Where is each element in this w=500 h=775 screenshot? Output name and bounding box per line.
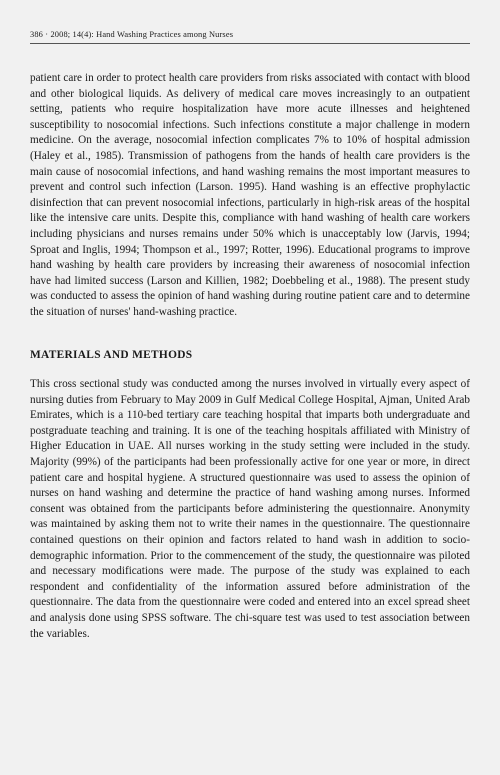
section-heading: MATERIALS AND METHODS (30, 349, 193, 361)
methods-paragraph: This cross sectional study was conducted among the nurses involved in virtually every aspect of nursing duties from February to May 2009 in Gulf Medical College Hospital, Ajman, United Arab Emirates, which is a 110-bed tertiary care teaching hospital that imparts both undergraduate and postgraduate teaching and training. It is one of the teaching hospitals affiliated with Ministry of Higher Education in UAE. All nurses working in the study setting were included in the study. Majority (99%) of the participants had been professionally active for one year or more, in direct patient care and hospital hygiene. A structured questionnaire was used to assess the opinion of nurses on hand washing and determine the practice of hand washing among nurses. Informed consent was obtained from the participants before administering the questionnaire. Anonymity was maintained by asking them not to write their names in the questionnaire. The questionnaire contained questions on their opinion and factors related to hand wash in addition to socio-demographic information. Prior to the commencement of the study, the questionnaire was piloted and necessary modifications were made. The purpose of the study was explained to each respondent and confidentiality of the information assured before administration of the questionnaire. The data from the questionnaire were coded and entered into an excel spread sheet and analysis done using SPSS software. The chi-square test was used to test association between the variables. (30, 378, 470, 640)
text-segment: et al., 1985). Transmission of pathogens from the hands of health care providers is the main cause of nosocomial infections, and hand washing remains the most important measures to prevent and control such infection ( (30, 149, 470, 194)
running-head: 386 · 2008; 14(4): Hand Washing Practices among Nurses (30, 30, 470, 44)
citation: Larson. 1995 (199, 181, 261, 194)
text-segment: et al., 1988). The present study was conducted to assess the opinion of hand washing during routine patient care and to determine the situation of nurses' hand-washing practice. (30, 274, 470, 318)
citation: Jarvis, 1994; Sproat and Inglis, 1994; Thompson et al., 1997; Rotter, 1996 (30, 227, 470, 256)
introduction-paragraph (30, 71, 470, 321)
text-segment: ). Educational programs to improve hand washing by health care providers by increasing their awareness of nosocomial infection have had limited success ( (30, 243, 470, 287)
citation: Haley (33, 149, 61, 162)
text-segment: patient care in order to protect health care providers from risks associated with contact with blood and other biological liquids. As delivery of medical care moves increasingly to an outpatient setting, patients who require hospitalization have more acute illnesses and heightened susceptibility to nosocomial infections. Such infections constitute a major challenge in modern medicine. On the average, nosocomial infection complicates 7% to 10% of hospital admission ( (30, 72, 470, 162)
citation: Larson and Killien, 1982; Doebbeling (150, 274, 324, 287)
text-segment: ). Hand washing is an effective prophylactic disinfection that can prevent nosocomial infections, particularly in high-risk areas of the hospital like the intensive care units. Despite this, compliance with hand washing of health care workers including physicians and nurses remains under 50% which is unacceptably low ( (30, 181, 470, 240)
